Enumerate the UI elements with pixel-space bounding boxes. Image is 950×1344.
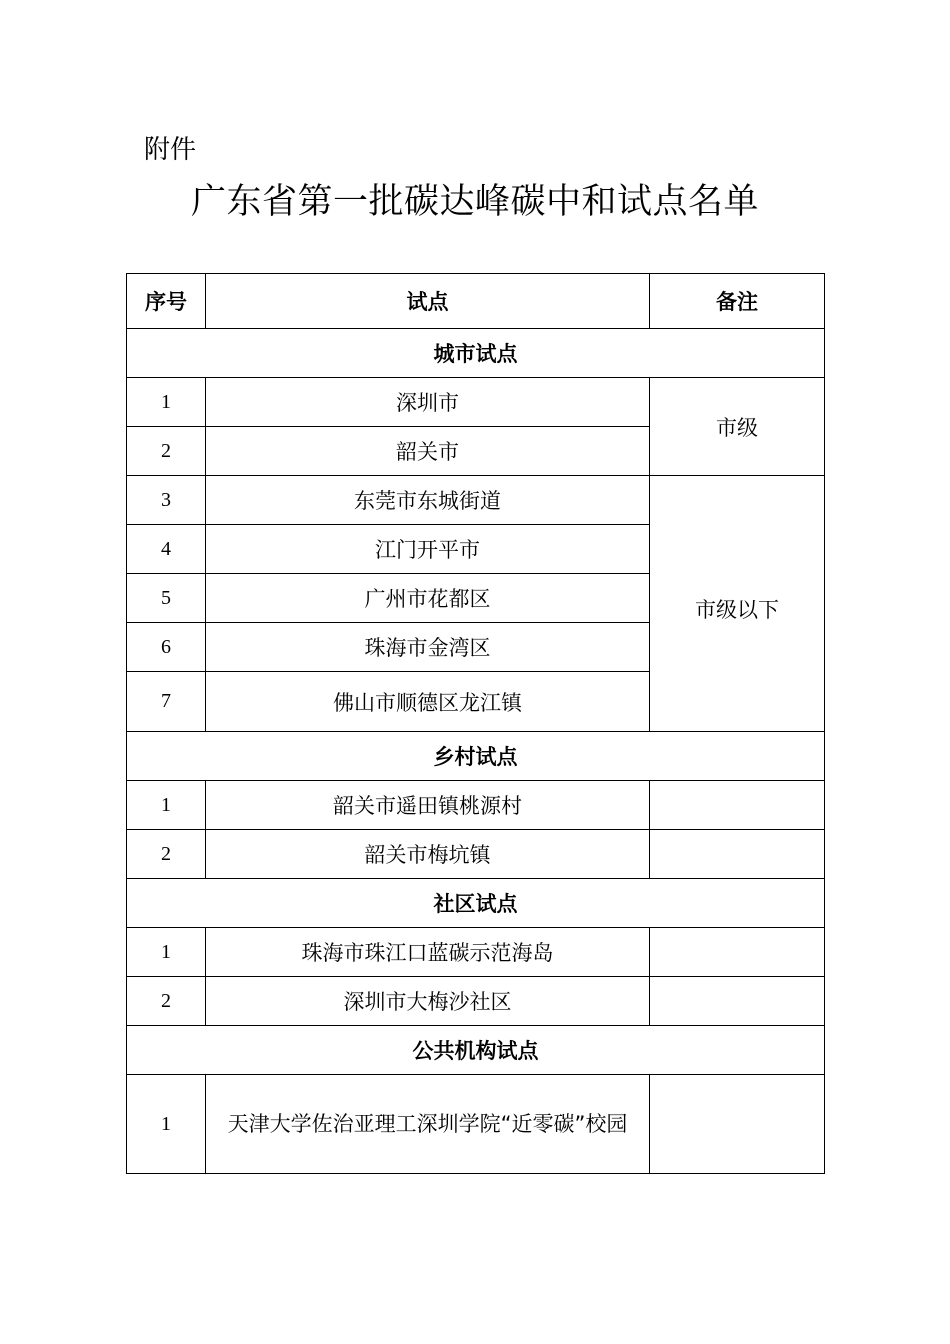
table-row (127, 1075, 825, 1174)
row-number: 1 (127, 1075, 206, 1174)
row-site: 江门开平市 (206, 525, 650, 574)
row-site: 韶关市梅坑镇 (206, 830, 650, 879)
row-site: 珠海市金湾区 (206, 623, 650, 672)
row-number: 2 (127, 830, 206, 879)
row-number: 1 (127, 378, 206, 427)
row-site: 广州市花都区 (206, 574, 650, 623)
row-site: 珠海市珠江口蓝碳示范海岛 (206, 928, 650, 977)
row-site: 天津大学佐治亚理工深圳学院“近零碳”校园 (206, 1075, 650, 1174)
row-remark (650, 1075, 825, 1174)
row-number: 7 (127, 672, 206, 732)
row-remark (650, 830, 825, 879)
section-row-community (127, 879, 825, 928)
header-remark: 备注 (650, 274, 825, 329)
row-site: 佛山市顺德区龙江镇 (206, 672, 650, 732)
row-number: 2 (127, 427, 206, 476)
document-title: 广东省第一批碳达峰碳中和试点名单 (190, 182, 759, 222)
table-header-row (127, 274, 825, 329)
row-site: 深圳市 (206, 378, 650, 427)
row-remark (650, 781, 825, 830)
header-number: 序号 (127, 274, 206, 329)
row-site: 深圳市大梅沙社区 (206, 977, 650, 1026)
row-remark-below-city: 市级以下 (650, 476, 825, 732)
section-row-public (127, 1026, 825, 1075)
row-remark-city-level: 市级 (650, 378, 825, 476)
section-row-city (127, 329, 825, 378)
row-remark (650, 977, 825, 1026)
row-number: 3 (127, 476, 206, 525)
row-site: 韶关市 (206, 427, 650, 476)
row-site: 韶关市遥田镇桃源村 (206, 781, 650, 830)
attachment-label: 附件 (144, 135, 197, 165)
table-row (127, 378, 825, 427)
table-row (127, 977, 825, 1026)
row-number: 6 (127, 623, 206, 672)
section-title: 城市试点 (127, 329, 825, 378)
row-number: 4 (127, 525, 206, 574)
row-number: 1 (127, 781, 206, 830)
table-row (127, 830, 825, 879)
row-number: 2 (127, 977, 206, 1026)
section-title: 社区试点 (127, 879, 825, 928)
pilot-list-table (126, 273, 825, 1174)
section-row-rural (127, 732, 825, 781)
header-site: 试点 (206, 274, 650, 329)
section-title: 乡村试点 (127, 732, 825, 781)
row-remark (650, 928, 825, 977)
table-row (127, 928, 825, 977)
section-title: 公共机构试点 (127, 1026, 825, 1075)
row-number: 5 (127, 574, 206, 623)
table-row (127, 781, 825, 830)
row-number: 1 (127, 928, 206, 977)
row-site: 东莞市东城街道 (206, 476, 650, 525)
table-row (127, 476, 825, 525)
